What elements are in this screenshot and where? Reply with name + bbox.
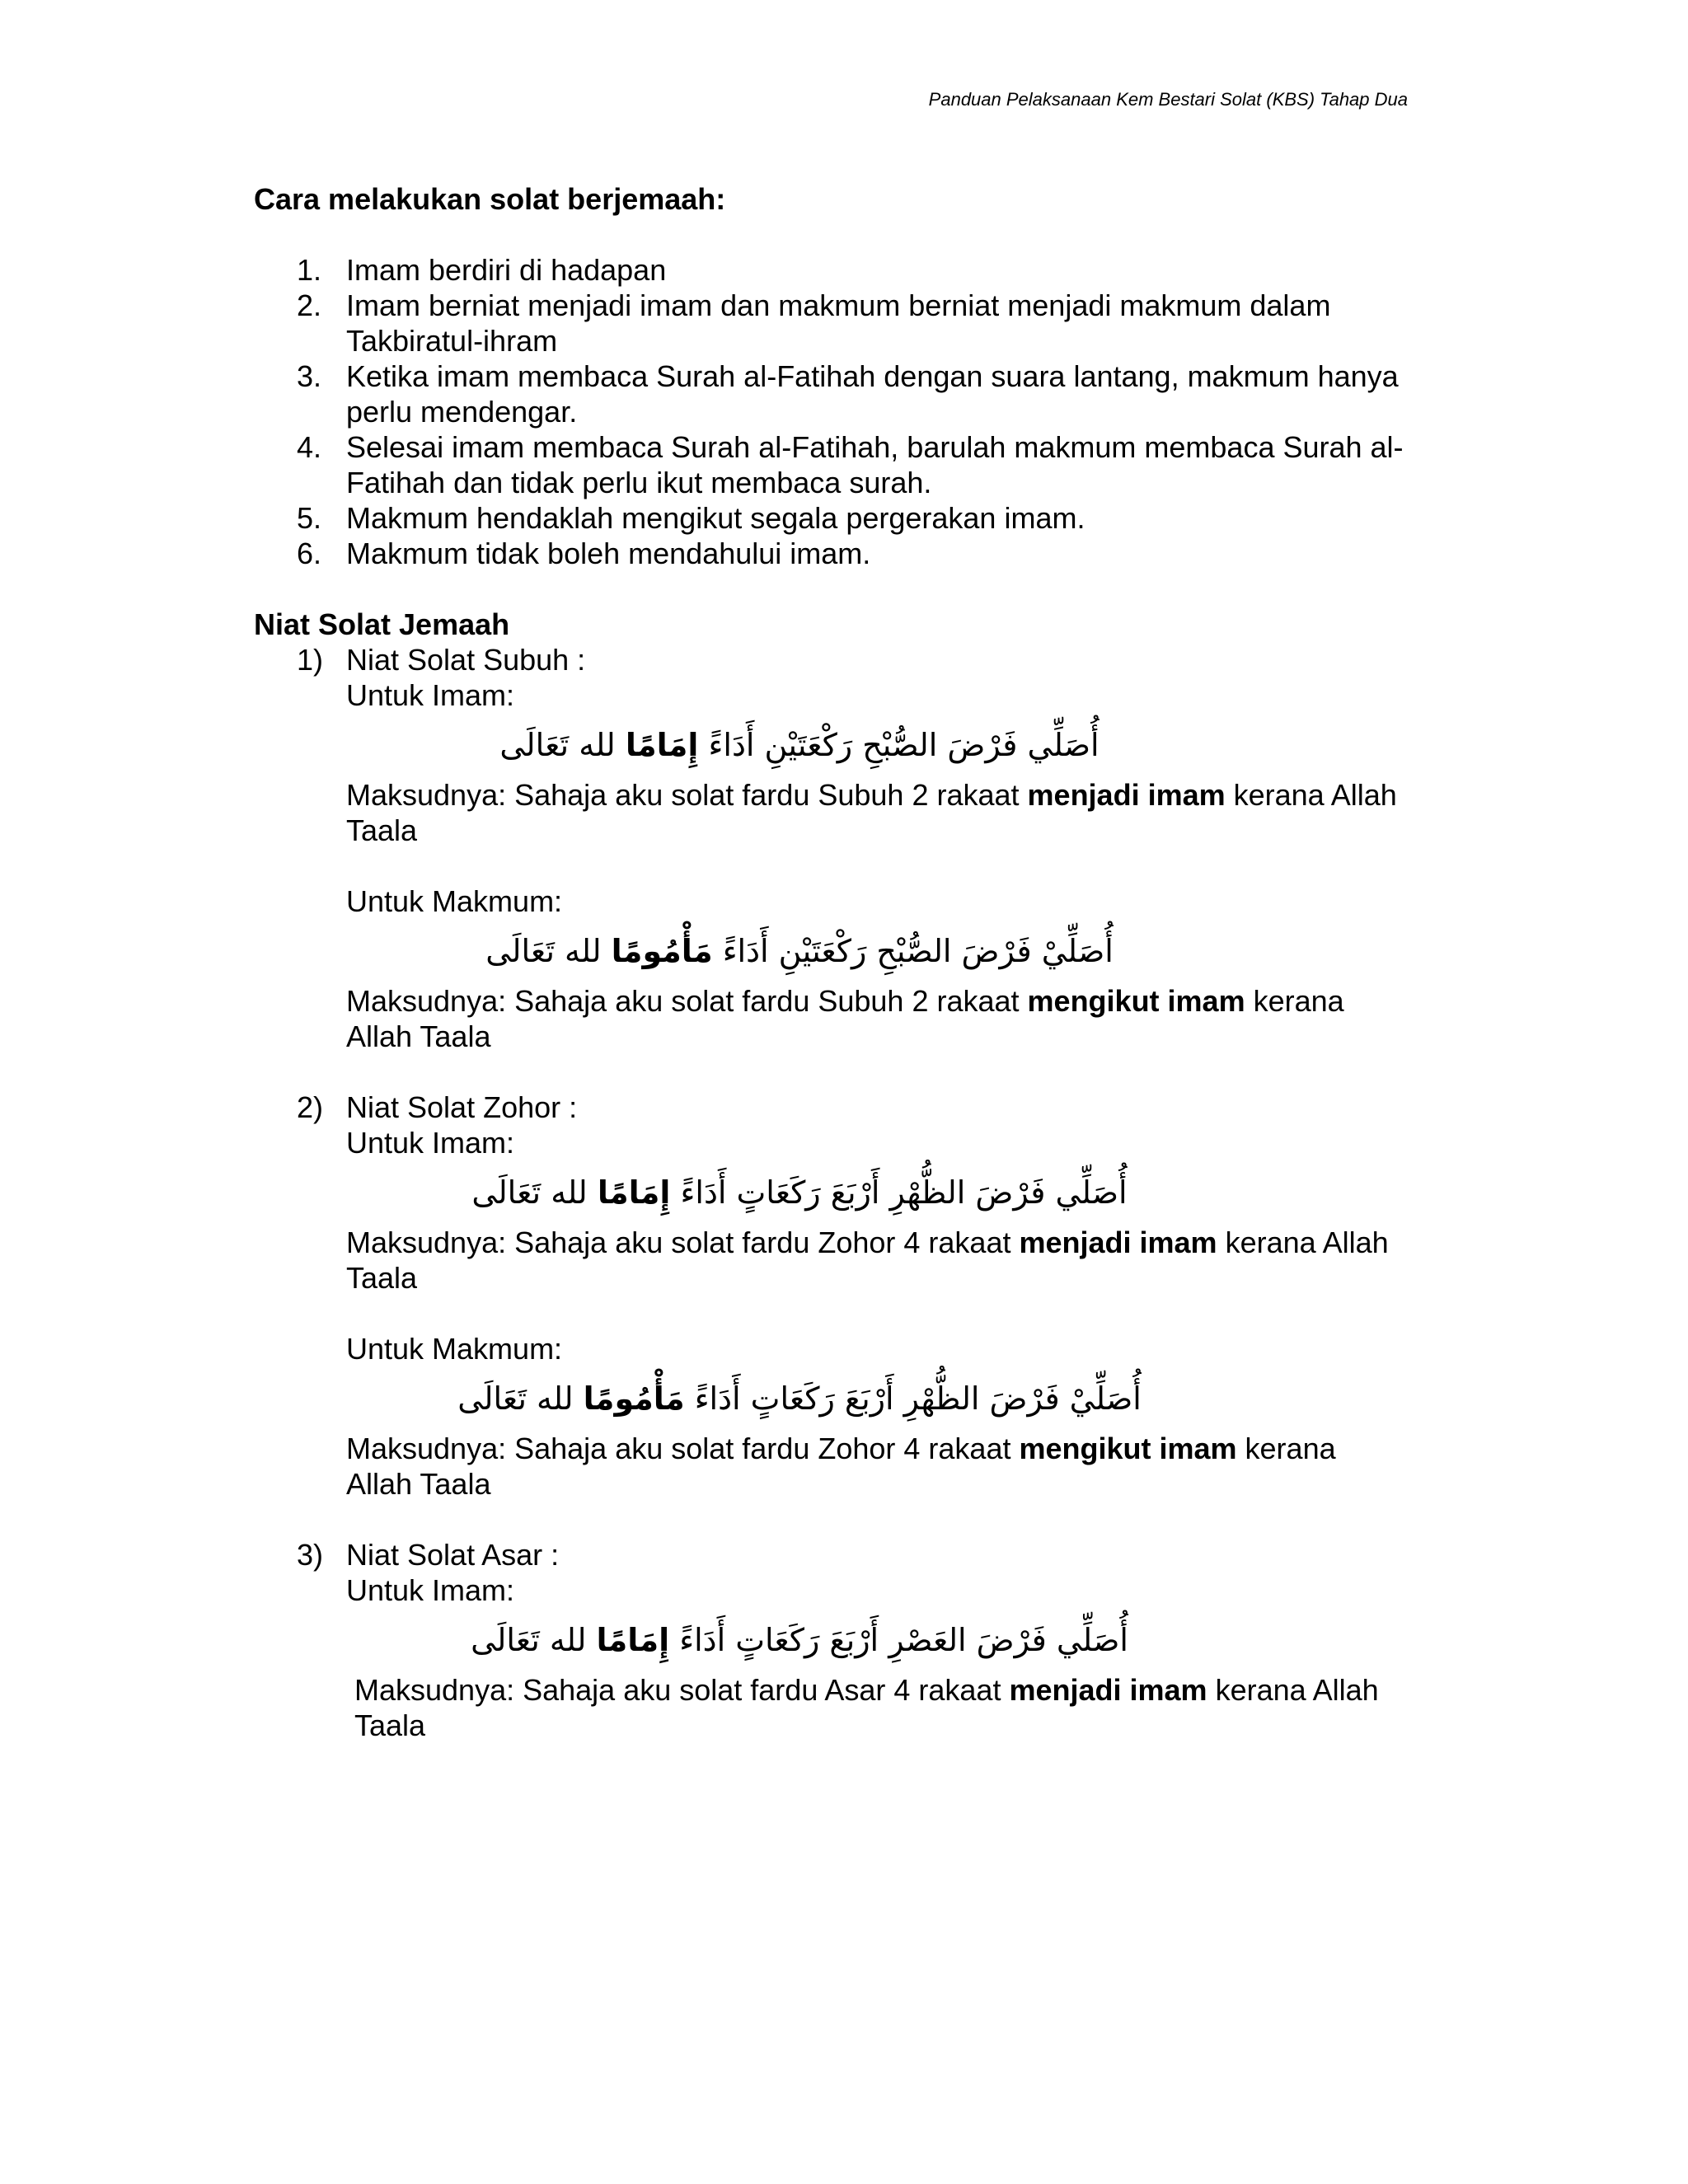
arabic-text: أُصَلِّيْ فَرْضَ الصُّبْحِ رَكْعَتَيْنِ أَدَاءً — [712, 933, 1114, 969]
list-item-text: Makmum hendaklah mengikut segala pergerakan imam. — [346, 501, 1085, 535]
list-number: 3. — [297, 359, 322, 393]
meaning-text: Maksudnya: Sahaja aku solat fardu Subuh 2 rakaat — [346, 984, 1028, 1018]
imam-label: Untuk Imam: — [346, 1126, 515, 1160]
arabic-text: لله تَعَالَى — [485, 933, 612, 969]
meaning-text: kerana Allah Taala — [346, 778, 1397, 847]
list-item — [254, 288, 1408, 359]
prayer-number: 2) — [297, 1090, 324, 1124]
prayer-number: 3) — [297, 1538, 324, 1572]
list-item-text: Selesai imam membaca Surah al-Fatihah, barulah makmum membaca Surah al-Fatihah dan tidak perlu ikut membaca surah. — [346, 430, 1404, 499]
imam-label: Untuk Imam: — [346, 678, 515, 712]
imam-label: Untuk Imam: — [346, 1573, 515, 1607]
arabic-text: أُصَلِّي فَرْضَ العَصْرِ أَرْبَعَ رَكَعَاتٍ أَدَاءً — [669, 1622, 1128, 1658]
arabic-niat — [346, 1160, 1253, 1225]
list-item — [254, 536, 1408, 571]
meaning-text: kerana Allah Taala — [346, 1432, 1336, 1501]
arabic-text: أُصَلِّيْ فَرْضَ الظُّهْرِ أَرْبَعَ رَكَعَاتٍ أَدَاءً — [684, 1380, 1142, 1417]
prayer-number: 1) — [297, 643, 324, 677]
arabic-bold-text: إِمَامًا — [596, 1622, 670, 1658]
arabic-niat — [346, 1366, 1253, 1431]
meaning-text: Maksudnya: Sahaja aku solat fardu Subuh 2 rakaat — [346, 778, 1028, 812]
list-item — [254, 429, 1408, 500]
prayer-title: Niat Solat Subuh : — [346, 643, 586, 677]
imam-block — [346, 1572, 1408, 1743]
list-item — [254, 500, 1408, 536]
meaning-text: Maksudnya: Sahaja aku solat fardu Zohor 4 rakaat — [346, 1432, 1020, 1465]
makmum-block — [346, 1331, 1408, 1502]
prayer-title-row — [297, 1537, 1408, 1572]
list-item-text: Ketika imam membaca Surah al-Fatihah dengan suara lantang, makmum hanya perlu mendengar. — [346, 359, 1399, 429]
arabic-bold-text: إِمَامًا — [597, 1174, 671, 1211]
list-item-text: Imam berniat menjadi imam dan makmum berniat menjadi makmum dalam Takbiratul-ihram — [346, 288, 1331, 358]
page-header: Panduan Pelaksanaan Kem Bestari Solat (KBS) Tahap Dua — [928, 89, 1408, 110]
section-heading: Cara melakukan solat berjemaah: — [254, 182, 726, 216]
prayer-subuh — [254, 642, 1408, 1054]
list-number: 2. — [297, 288, 322, 322]
meaning-text: kerana Allah Taala — [346, 1226, 1389, 1295]
list-item — [254, 252, 1408, 288]
meaning-text: kerana Allah Taala — [346, 984, 1344, 1053]
prayer-zohor — [254, 1090, 1408, 1502]
list-number: 4. — [297, 430, 322, 464]
list-number: 1. — [297, 253, 322, 287]
prayer-title: Niat Solat Asar : — [346, 1538, 560, 1572]
document-body — [254, 181, 1408, 1743]
list-number: 5. — [297, 501, 322, 535]
arabic-niat — [346, 919, 1253, 983]
makmum-label: Untuk Makmum: — [346, 884, 563, 918]
list-number: 6. — [297, 537, 322, 570]
arabic-niat — [346, 1608, 1253, 1672]
meaning-bold-text: mengikut imam — [1027, 984, 1245, 1018]
prayer-title-row — [297, 1090, 1408, 1125]
arabic-text: لله تَعَالَى — [471, 1622, 597, 1658]
makmum-block — [346, 883, 1408, 1054]
meaning — [346, 1225, 1408, 1296]
meaning — [346, 1672, 1408, 1743]
meaning — [346, 983, 1408, 1054]
arabic-text: لله تَعَالَى — [457, 1380, 584, 1417]
meaning-text: Maksudnya: Sahaja aku solat fardu Zohor 4 rakaat — [346, 1226, 1020, 1259]
list-item-text: Imam berdiri di hadapan — [346, 253, 667, 287]
imam-block — [346, 677, 1408, 848]
meaning-text: kerana Allah Taala — [354, 1673, 1379, 1742]
makmum-label: Untuk Makmum: — [346, 1332, 563, 1366]
imam-block — [346, 1125, 1408, 1296]
meaning-text: Maksudnya: Sahaja aku solat fardu Asar 4 rakaat — [354, 1673, 1010, 1707]
list-item — [254, 359, 1408, 429]
meaning — [346, 1431, 1408, 1502]
list-item-text: Makmum tidak boleh mendahului imam. — [346, 537, 871, 570]
arabic-niat — [346, 713, 1253, 777]
prayer-title-row — [297, 642, 1408, 677]
arabic-bold-text: مَأْمُومًا — [611, 933, 713, 969]
prayer-asar — [254, 1537, 1408, 1743]
arabic-text: أُصَلِّي فَرْضَ الظُّهْرِ أَرْبَعَ رَكَعَاتٍ أَدَاءً — [670, 1174, 1128, 1211]
meaning-bold-text: mengikut imam — [1019, 1432, 1237, 1465]
meaning-bold-text: menjadi imam — [1027, 778, 1226, 812]
meaning-bold-text: menjadi imam — [1019, 1226, 1217, 1259]
arabic-bold-text: مَأْمُومًا — [583, 1380, 685, 1417]
niat-heading: Niat Solat Jemaah — [254, 607, 510, 641]
arabic-text: أُصَلِّي فَرْضَ الصُّبْحِ رَكْعَتَيْنِ أَدَاءً — [698, 727, 1100, 763]
steps-list — [254, 252, 1408, 571]
arabic-bold-text: إِمَامًا — [625, 727, 699, 763]
arabic-text: لله تَعَالَى — [499, 727, 626, 763]
meaning — [346, 777, 1408, 848]
prayer-title: Niat Solat Zohor : — [346, 1090, 578, 1124]
arabic-text: لله تَعَالَى — [471, 1174, 598, 1211]
meaning-bold-text: menjadi imam — [1009, 1673, 1207, 1707]
